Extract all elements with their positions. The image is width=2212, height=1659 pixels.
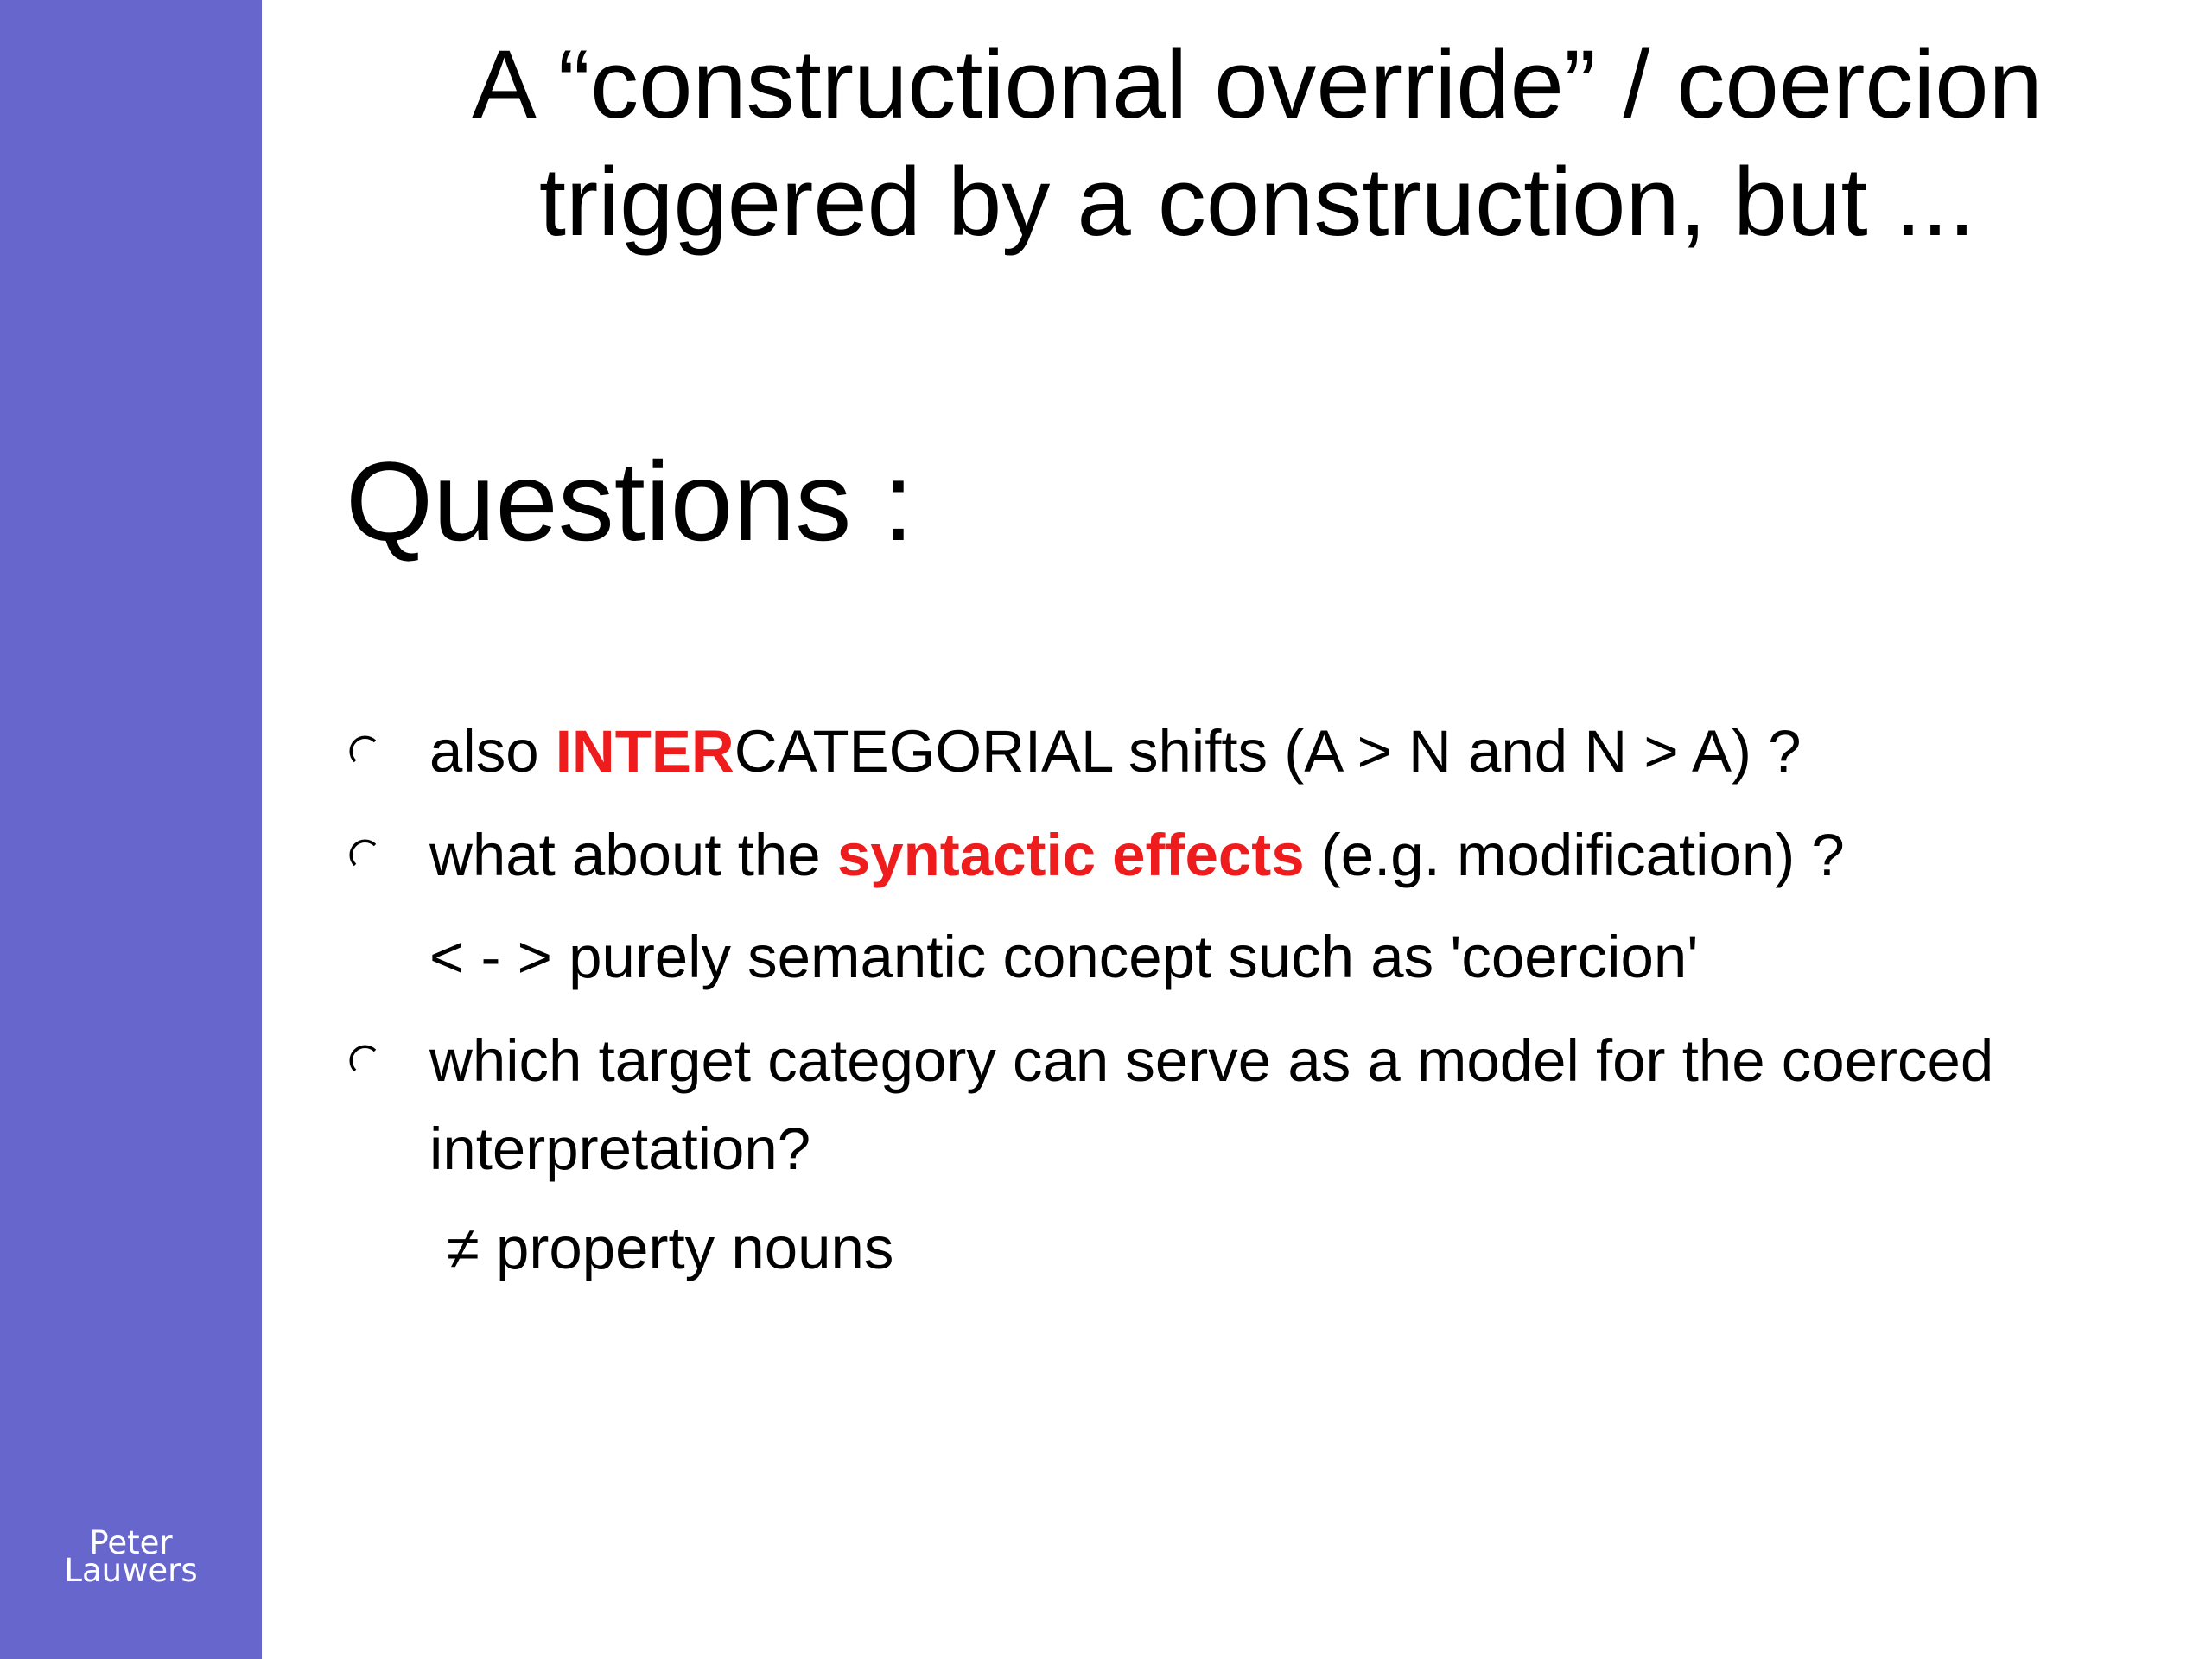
sidebar-band xyxy=(0,0,262,1659)
open-circle-bullet-icon xyxy=(346,836,385,875)
section-heading: Questions : xyxy=(346,438,914,564)
bullet-highlight: INTER xyxy=(555,718,734,785)
bullet-text-post: (e.g. modification) ? xyxy=(1304,822,1845,888)
bullet-text-line-1: which target category can serve as a model for the coerced xyxy=(429,1027,1994,1094)
bullet-text-line-2: interpretation? xyxy=(429,1116,811,1182)
author-first-name: Peter xyxy=(89,1524,173,1561)
bullet-text-post: CATEGORIAL shifts (A > N and N > A) ? xyxy=(734,718,1802,785)
author-signature xyxy=(0,1524,262,1589)
open-circle-bullet-icon xyxy=(346,1041,385,1081)
bullet-subtext: < - > purely semantic concept such as 'coercion' xyxy=(429,924,1699,990)
slide-title-line-2: triggered by a construction, but ... xyxy=(538,148,1976,256)
slide-title-line-1: A “constructional override” / coercion xyxy=(472,30,2043,138)
bullet-text xyxy=(429,709,1802,795)
author-last-name: Lauwers xyxy=(64,1552,198,1589)
bullet-subtext: ≠ property nouns xyxy=(447,1215,894,1281)
bullet-text xyxy=(429,812,1845,899)
open-circle-bullet-icon xyxy=(346,732,385,772)
slide-title xyxy=(380,26,2134,261)
bullet-text-pre: what about the xyxy=(429,822,837,888)
bullet-text-pre: also xyxy=(429,718,556,785)
bullet-highlight: syntactic effects xyxy=(836,822,1305,888)
